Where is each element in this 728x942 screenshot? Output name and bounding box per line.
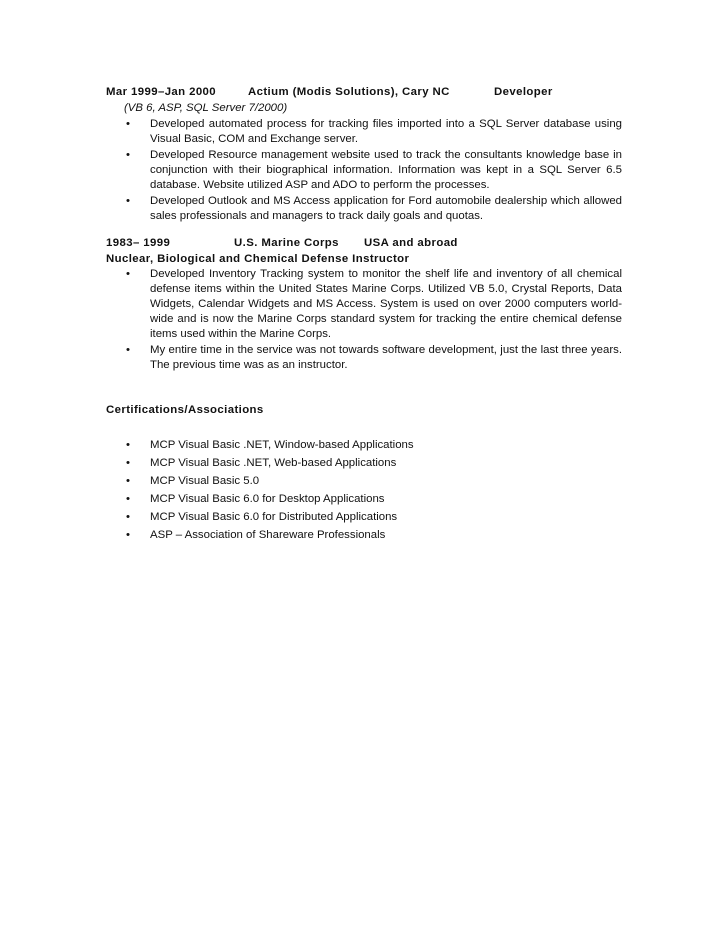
cert-text: MCP Visual Basic 6.0 for Distributed Applications <box>150 511 398 523</box>
job-bullet-list <box>106 117 622 224</box>
bullet-icon: • <box>126 475 130 487</box>
job-title: Nuclear, Biological and Chemical Defense Instructor <box>106 253 410 265</box>
certification-list <box>106 436 622 544</box>
bullet-text: My entire time in the service was not towards software development, just the last three years. The previous time was as an instructor. <box>150 344 622 371</box>
job-header-marines <box>106 235 622 251</box>
bullet-text: Developed Resource management website used to track the consultants knowledge base in conjunction with their biographical information. Information was kept in a SQL Server 6.5 database. Website utilized ASP and ADO to perform the processes. <box>150 149 622 191</box>
resume-body <box>106 84 622 544</box>
cert-text: MCP Visual Basic .NET, Window-based Applications <box>150 439 414 451</box>
list-item <box>106 343 622 373</box>
job-location: USA and abroad <box>364 237 458 249</box>
list-item <box>106 472 622 490</box>
bullet-icon: • <box>126 149 130 161</box>
job-tech-stack: (VB 6, ASP, SQL Server 7/2000) <box>124 102 288 114</box>
job-dates: Mar 1999–Jan 2000 <box>106 86 217 98</box>
job-title-line <box>106 251 622 267</box>
list-item <box>106 148 622 193</box>
bullet-text: Developed Outlook and MS Access application for Ford automobile dealership which allowed sales professionals and managers to track daily goals and quotas. <box>150 195 622 222</box>
list-item <box>106 490 622 508</box>
bullet-icon: • <box>126 511 130 523</box>
bullet-text: Developed Inventory Tracking system to monitor the shelf life and inventory of all chemical defense items within the United States Marine Corps. Utilized VB 5.0, Crystal Reports, Data Widgets, Calendar Widgets and MS Access. System is used on over 2000 computers world-wide and is now the Marine Corps standard system for tracking the entire chemical defense items used within the Marine Corps. <box>150 268 622 340</box>
list-item <box>106 267 622 342</box>
list-item <box>106 508 622 526</box>
bullet-icon: • <box>126 195 130 207</box>
bullet-icon: • <box>126 493 130 505</box>
bullet-icon: • <box>126 344 130 356</box>
job-company: Actium (Modis Solutions), Cary NC <box>248 86 450 98</box>
cert-text: MCP Visual Basic 6.0 for Desktop Applications <box>150 493 385 505</box>
cert-text: ASP – Association of Shareware Professionals <box>150 529 386 541</box>
bullet-icon: • <box>126 268 130 280</box>
list-item <box>106 526 622 544</box>
bullet-icon: • <box>126 118 130 130</box>
job-company: U.S. Marine Corps <box>234 237 339 249</box>
bullet-text: Developed automated process for tracking files imported into a SQL Server database using Visual Basic, COM and Exchange server. <box>150 118 622 145</box>
section-heading-certifications: Certifications/Associations <box>106 404 264 416</box>
list-item <box>106 117 622 147</box>
cert-text: MCP Visual Basic 5.0 <box>150 475 260 487</box>
list-item <box>106 194 622 224</box>
job-dates: 1983– 1999 <box>106 237 171 249</box>
list-item <box>106 454 622 472</box>
list-item <box>106 436 622 454</box>
job-title: Developer <box>494 86 553 98</box>
bullet-icon: • <box>126 457 130 469</box>
job-header-actium <box>106 84 622 100</box>
bullet-icon: • <box>126 439 130 451</box>
job-bullet-list <box>106 267 622 373</box>
bullet-icon: • <box>126 529 130 541</box>
cert-text: MCP Visual Basic .NET, Web-based Applications <box>150 457 397 469</box>
